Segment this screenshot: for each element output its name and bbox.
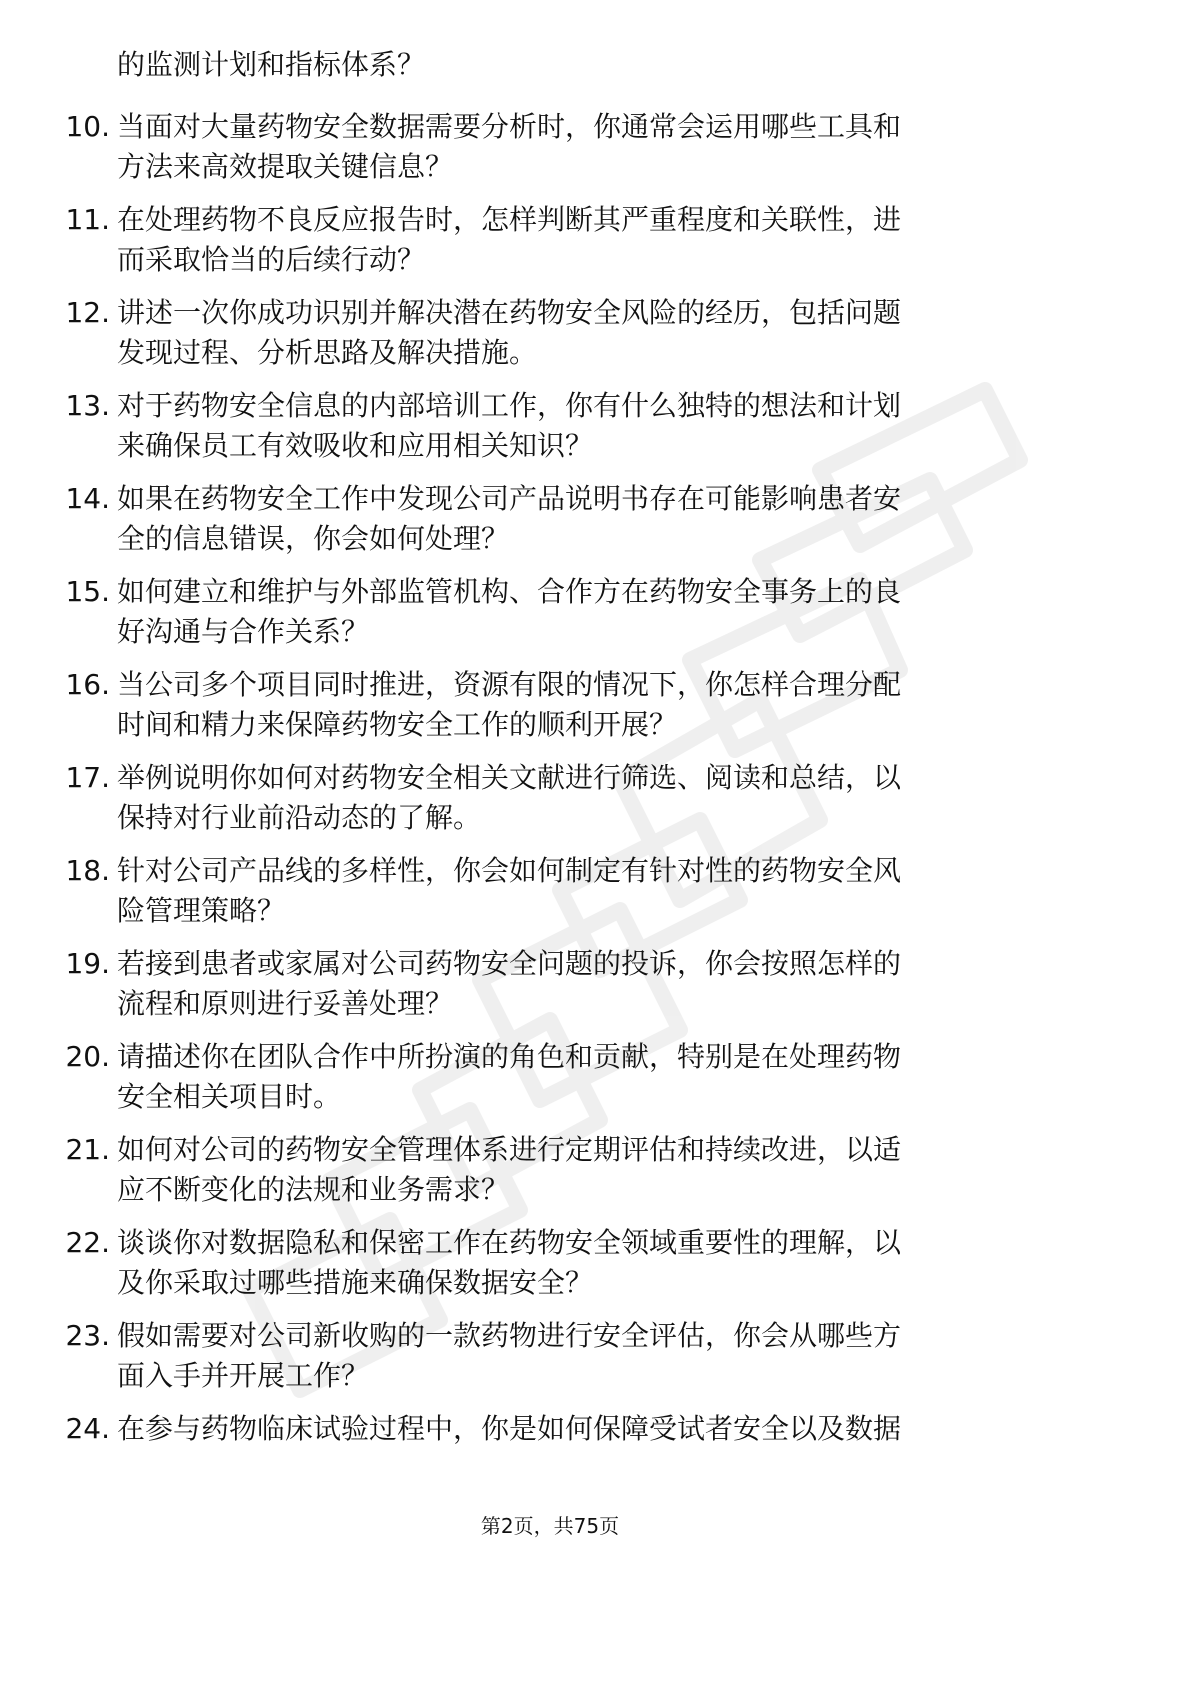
question-text-line: 在处理药物不良反应报告时，怎样判断其严重程度和关联性，进 bbox=[117, 203, 902, 236]
question-item bbox=[0, 1316, 1100, 1409]
question-text-line: 应不断变化的法规和业务需求？ bbox=[117, 1173, 510, 1206]
question-number: 15. bbox=[65, 575, 110, 608]
question-item bbox=[0, 851, 1100, 944]
question-number: 24. bbox=[65, 1412, 110, 1445]
question-text bbox=[117, 293, 1037, 373]
question-text-line: 好沟通与合作关系？ bbox=[117, 615, 370, 648]
question-text-line: 及你采取过哪些措施来确保数据安全？ bbox=[117, 1266, 594, 1299]
question-text-line: 方法来高效提取关键信息？ bbox=[117, 150, 454, 183]
question-text-line: 而采取恰当的后续行动？ bbox=[117, 243, 426, 276]
question-text-line: 针对公司产品线的多样性，你会如何制定有针对性的药物安全风 bbox=[117, 854, 902, 887]
question-text bbox=[117, 572, 1037, 652]
question-number: 21. bbox=[65, 1133, 110, 1166]
question-item bbox=[0, 386, 1100, 479]
question-text-line: 若接到患者或家属对公司药物安全问题的投诉，你会按照怎样的 bbox=[117, 947, 902, 980]
question-item bbox=[0, 944, 1100, 1037]
question-item bbox=[0, 665, 1100, 758]
question-text bbox=[117, 851, 1037, 931]
question-item bbox=[0, 479, 1100, 572]
question-item bbox=[0, 1409, 1100, 1502]
question-text-line: 安全相关项目时。 bbox=[117, 1080, 342, 1113]
page-number-footer: 第2页，共75页 bbox=[480, 1514, 620, 1538]
question-text-line: 时间和精力来保障药物安全工作的顺利开展？ bbox=[117, 708, 678, 741]
continuation-text: 的监测计划和指标体系？ bbox=[117, 48, 426, 81]
question-text bbox=[117, 200, 1037, 280]
question-number: 10. bbox=[65, 110, 110, 143]
question-item bbox=[0, 1223, 1100, 1316]
question-text bbox=[117, 1223, 1037, 1303]
question-item bbox=[0, 293, 1100, 386]
question-item bbox=[0, 572, 1100, 665]
question-text-line: 举例说明你如何对药物安全相关文献进行筛选、阅读和总结，以 bbox=[117, 761, 902, 794]
question-list bbox=[0, 107, 1100, 1502]
question-text-line: 讲述一次你成功识别并解决潜在药物安全风险的经历，包括问题 bbox=[117, 296, 902, 329]
question-text-line: 在参与药物临床试验过程中，你是如何保障受试者安全以及数据 bbox=[117, 1412, 902, 1445]
question-number: 18. bbox=[65, 854, 110, 887]
question-text-line: 面入手并开展工作？ bbox=[117, 1359, 370, 1392]
question-text-line: 如何建立和维护与外部监管机构、合作方在药物安全事务上的良 bbox=[117, 575, 902, 608]
question-text-line: 全的信息错误，你会如何处理？ bbox=[117, 522, 510, 555]
question-text-line: 当面对大量药物安全数据需要分析时，你通常会运用哪些工具和 bbox=[117, 110, 902, 143]
question-text-line: 谈谈你对数据隐私和保密工作在药物安全领域重要性的理解，以 bbox=[117, 1226, 902, 1259]
question-text bbox=[117, 758, 1037, 838]
question-text-line: 流程和原则进行妥善处理？ bbox=[117, 987, 454, 1020]
question-text bbox=[117, 1037, 1037, 1117]
question-number: 16. bbox=[65, 668, 110, 701]
question-text-line: 当公司多个项目同时推进，资源有限的情况下，你怎样合理分配 bbox=[117, 668, 902, 701]
question-item bbox=[0, 200, 1100, 293]
question-number: 20. bbox=[65, 1040, 110, 1073]
question-text bbox=[117, 107, 1037, 187]
question-text-line: 险管理策略？ bbox=[117, 894, 286, 927]
question-text-line: 发现过程、分析思路及解决措施。 bbox=[117, 336, 538, 369]
question-text-line: 来确保员工有效吸收和应用相关知识？ bbox=[117, 429, 594, 462]
question-text-line: 假如需要对公司新收购的一款药物进行安全评估，你会从哪些方 bbox=[117, 1319, 902, 1352]
question-number: 11. bbox=[65, 203, 110, 236]
question-text bbox=[117, 479, 1037, 559]
question-number: 12. bbox=[65, 296, 110, 329]
question-item bbox=[0, 107, 1100, 200]
question-item bbox=[0, 1130, 1100, 1223]
question-text bbox=[117, 1316, 1037, 1396]
question-text-line: 如果在药物安全工作中发现公司产品说明书存在可能影响患者安 bbox=[117, 482, 902, 515]
question-text bbox=[117, 1130, 1037, 1210]
question-text-line: 对于药物安全信息的内部培训工作，你有什么独特的想法和计划 bbox=[117, 389, 902, 422]
question-text-line: 如何对公司的药物安全管理体系进行定期评估和持续改进，以适 bbox=[117, 1133, 902, 1166]
question-number: 13. bbox=[65, 389, 110, 422]
question-text-line: 保持对行业前沿动态的了解。 bbox=[117, 801, 482, 834]
question-number: 19. bbox=[65, 947, 110, 980]
question-item bbox=[0, 758, 1100, 851]
question-text bbox=[117, 386, 1037, 466]
question-item bbox=[0, 1037, 1100, 1130]
question-number: 14. bbox=[65, 482, 110, 515]
question-text bbox=[117, 1409, 1037, 1449]
question-text bbox=[117, 944, 1037, 1024]
question-number: 17. bbox=[65, 761, 110, 794]
question-number: 22. bbox=[65, 1226, 110, 1259]
question-text bbox=[117, 665, 1037, 745]
question-number: 23. bbox=[65, 1319, 110, 1352]
question-text-line: 请描述你在团队合作中所扮演的角色和贡献，特别是在处理药物 bbox=[117, 1040, 902, 1073]
